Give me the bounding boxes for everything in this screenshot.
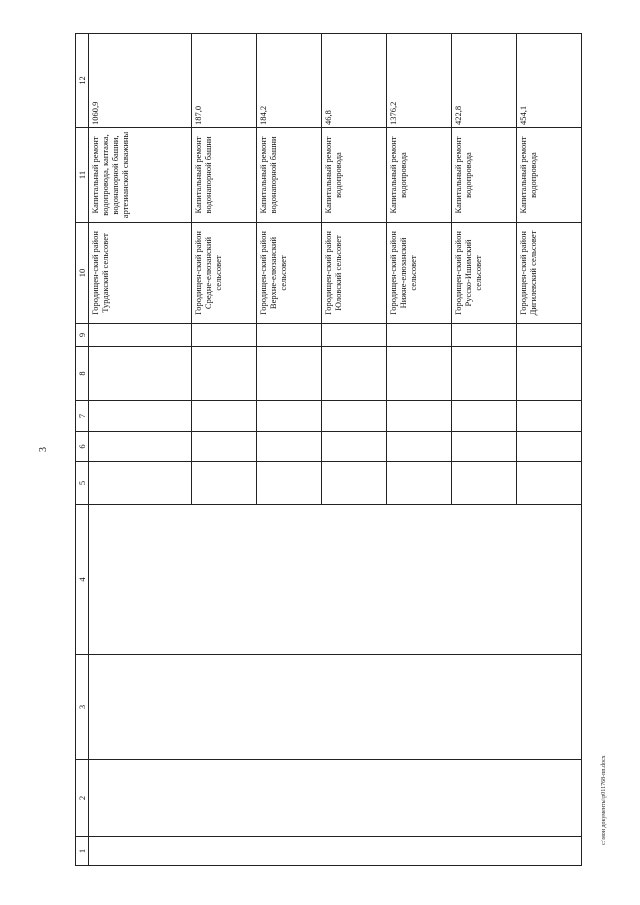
cell-c5 [322,462,387,505]
cell-c5 [387,462,452,505]
cell-work: Капитальный ремонт водонапорной башни [192,128,257,223]
cell-c1 [89,837,582,866]
cell-c8 [387,347,452,401]
cell-c9 [452,324,517,347]
cell-work: Капитальный ремонт водопровода [452,128,517,223]
cell-c2 [89,760,582,837]
cell-amount: 454,1 [517,34,582,128]
cell-c7 [452,401,517,432]
col-header-12: 12 [76,34,89,128]
cell-c9 [192,324,257,347]
cell-c8 [322,347,387,401]
cell-c6 [517,432,582,462]
cell-c5 [452,462,517,505]
cell-c6 [387,432,452,462]
cell-c6 [192,432,257,462]
cell-c3 [89,655,582,760]
cell-c7 [192,401,257,432]
col-header-5: 5 [76,462,89,505]
cell-c9 [517,324,582,347]
col-header-7: 7 [76,401,89,432]
cell-amount: 187,0 [192,34,257,128]
cell-c5 [257,462,322,505]
cell-c6 [257,432,322,462]
cell-c9 [387,324,452,347]
cell-district: Городищен-ский район Нижне-елюзанский сельсовет [387,223,452,324]
col-header-9: 9 [76,324,89,347]
col-header-10: 10 [76,223,89,324]
cell-district: Городищен-ский район Русско-Ишимский сельсовет [452,223,517,324]
cell-amount: 422,8 [452,34,517,128]
cell-c5 [192,462,257,505]
cell-district: Городищен-ский район Юловский сельсовет [322,223,387,324]
col-header-11: 11 [76,128,89,223]
cell-c7 [387,401,452,432]
cell-c6 [322,432,387,462]
cell-c5 [517,462,582,505]
cell-c8 [89,347,192,401]
col-header-8: 8 [76,347,89,401]
col-header-3: 3 [76,655,89,760]
cell-c9 [322,324,387,347]
col-header-6: 6 [76,432,89,462]
cell-c8 [257,347,322,401]
rotated-table-container [75,34,585,866]
cell-c9 [89,324,192,347]
column-number-row [76,34,89,866]
cell-district: Городищен-ский район Средне-елюзанский сельсовет [192,223,257,324]
cell-amount: 184,2 [257,34,322,128]
cell-c8 [452,347,517,401]
cell-c9 [257,324,322,347]
cell-c7 [517,401,582,432]
cell-c7 [322,401,387,432]
cell-district: Городищен-ский район Верхне-елюзанский сельсовет [257,223,322,324]
cell-amount: 46,8 [322,34,387,128]
cell-work: Капитальный ремонт водонапорной башни [257,128,322,223]
cell-work: Капитальный ремонт водопровода [387,128,452,223]
col-header-4: 4 [76,505,89,655]
cell-c8 [192,347,257,401]
col-header-1: 1 [76,837,89,866]
cell-c7 [257,401,322,432]
cell-c7 [89,401,192,432]
cell-district: Городищен-ский район Дигилевский сельсовет [517,223,582,324]
cell-c4 [89,505,582,655]
cell-work: Капитальный ремонт водопровода [517,128,582,223]
footer-file-path: c:\мои документы\р011768-пп.docx [601,755,607,845]
cell-district: Городищен-ский район Турдакский сельсовет [89,223,192,324]
col-header-2: 2 [76,760,89,837]
cell-work: Капитальный ремонт водопровода [322,128,387,223]
cell-c8 [517,347,582,401]
cell-c5 [89,462,192,505]
cell-amount: 1060,9 [89,34,192,128]
data-table [75,33,582,866]
page-number: 3 [38,447,49,452]
cell-work: Капитальный ремонт водопровода, каптажа, водонапорной башни, артезианской скважины [89,128,192,223]
cell-amount: 1376,2 [387,34,452,128]
cell-c6 [89,432,192,462]
cell-c6 [452,432,517,462]
table-row [89,34,192,866]
